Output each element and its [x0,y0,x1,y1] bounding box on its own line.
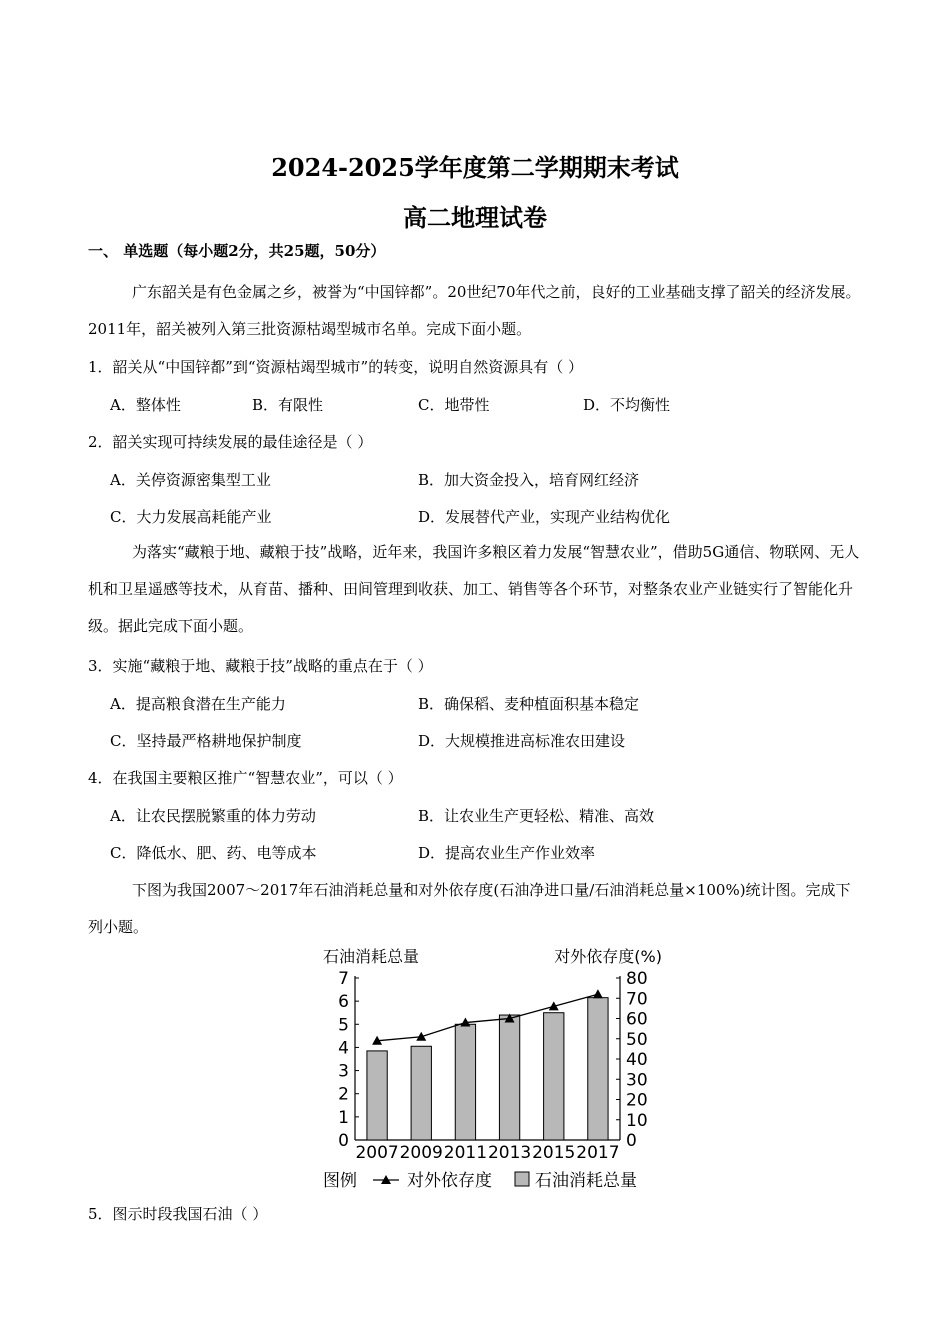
bar-oil-consumption [544,1013,564,1140]
q4-option-d: D．提高农业生产作业效率 [418,844,596,862]
right-axis-title: 对外依存度(%) [554,947,662,966]
exam-title: 2024-2025学年度第二学期期末考试 [271,153,679,182]
right-tick-label: 0 [626,1131,637,1151]
q3-option-d: D．大规模推进高标准农田建设 [418,732,626,750]
q2-option-a: A．关停资源密集型工业 [110,471,271,489]
left-axis-title: 石油消耗总量 [323,947,420,966]
q2-option-d: D．发展替代产业，实现产业结构优化 [418,508,671,526]
left-tick-label: 6 [338,992,349,1013]
left-tick-label: 5 [338,1015,349,1036]
left-tick-label: 4 [338,1038,349,1059]
section-heading: 一、 单选题（每小题2分，共25题，50分） [88,242,386,260]
left-tick-label: 7 [338,969,349,989]
question-4-stem: 4．在我国主要粮区推广“智慧农业”，可以（ ） [88,769,403,787]
bar-oil-consumption [455,1024,475,1140]
right-tick-label: 70 [626,989,648,1010]
q4-option-b: B．让农业生产更轻松、精准、高效 [418,807,655,825]
x-tick-label: 2013 [487,1143,532,1163]
right-tick-label: 20 [626,1090,648,1111]
left-tick-label: 3 [338,1061,349,1082]
q4-option-a: A．让农民摆脱繁重的体力劳动 [110,807,316,825]
q1-option-d: D．不均衡性 [583,396,671,414]
right-tick-label: 30 [626,1070,648,1091]
q2-option-c: C．大力发展高耗能产业 [110,508,272,526]
passage-2: 为落实“藏粮于地、藏粮于技”战略，近年来，我国许多粮区着力发展“智慧农业”，借助5G通信、物联网、无人机和卫星遥感等技术，从育苗、播种、田间管理到收获、加工、销售等各个环节，对整条农业产业链实行了智能化升级。据此完成下面小题。 [88,543,860,635]
q1-option-c: C．地带性 [418,396,490,414]
q1-option-b: B．有限性 [252,396,324,414]
q3-option-b: B．确保稻、麦种植面积基本稳定 [418,695,640,713]
right-tick-label: 60 [626,1009,648,1030]
q4-option-c: C．降低水、肥、药、电等成本 [110,844,317,862]
passage-1: 广东韶关是有色金属之乡，被誉为“中国锌都”。20世纪70年代之前，良好的工业基础支撑了韶关的经济发展。2011年，韶关被列入第三批资源枯竭型城市名单。完成下面小题。 [88,283,861,338]
bar-oil-consumption [499,1015,519,1140]
dependency-line [377,994,598,1041]
right-tick-label: 80 [626,969,648,989]
x-tick-label: 2015 [532,1143,576,1163]
question-2-stem: 2．韶关实现可持续发展的最佳途径是（ ） [88,433,373,451]
right-tick-label: 50 [626,1029,648,1050]
question-3-stem: 3．实施“藏粮于地、藏粮于技”战略的重点在于（ ） [88,657,433,675]
x-tick-label: 2011 [443,1143,488,1163]
dependency-point [593,989,603,998]
x-tick-label: 2017 [576,1143,620,1163]
question-1-stem: 1．韶关从“中国锌都”到“资源枯竭型城市”的转变，说明自然资源具有（ ） [88,358,583,376]
left-tick-label: 0 [338,1131,349,1151]
left-tick-label: 2 [338,1084,349,1105]
q2-option-b: B．加大资金投入，培育网红经济 [418,471,640,489]
passage-3: 下图为我国2007～2017年石油消耗总量和对外依存度(石油净进口量/石油消耗总量×100%)统计图。完成下列小题。 [88,881,851,936]
right-tick-label: 10 [626,1110,648,1131]
legend-bar-label: 石油消耗总量 [535,1171,637,1191]
oil-chart [315,940,665,1195]
left-tick-label: 1 [338,1107,349,1128]
right-tick-label: 40 [626,1050,648,1070]
legend-title: 图例 [323,1171,357,1191]
x-tick-label: 2007 [355,1143,399,1163]
question-5-stem: 5．图示时段我国石油（ ） [88,1205,268,1223]
oil-chart-svg [315,940,665,1195]
bar-oil-consumption [367,1051,387,1140]
q3-option-c: C．坚持最严格耕地保护制度 [110,732,302,750]
legend-line-label: 对外依存度 [407,1171,492,1191]
q3-option-a: A．提高粮食潜在生产能力 [110,695,286,713]
bar-oil-consumption [588,998,608,1140]
q1-option-a: A．整体性 [110,396,181,414]
exam-subtitle: 高二地理试卷 [403,203,547,232]
bar-oil-consumption [411,1046,431,1140]
x-tick-label: 2009 [399,1143,443,1163]
legend-bar-swatch [515,1172,529,1186]
